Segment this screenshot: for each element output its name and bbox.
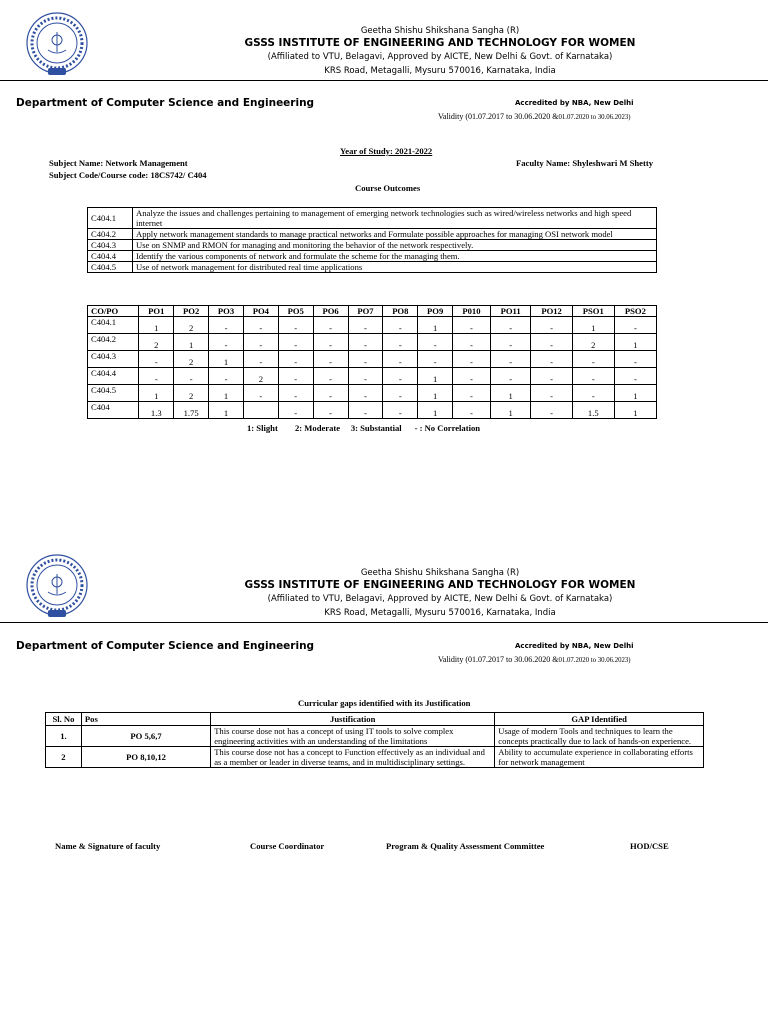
signature-faculty: Name & Signature of faculty	[55, 841, 161, 851]
mapping-value: -	[348, 368, 383, 385]
institute-logo	[22, 552, 92, 622]
mapping-value: -	[348, 385, 383, 402]
course-outcomes-title: Course Outcomes	[355, 183, 421, 193]
mapping-header-cell: PO5	[278, 306, 313, 317]
mapping-value: -	[174, 368, 209, 385]
mapping-co-label: C404	[88, 402, 139, 419]
gap-pos: PO 5,6,7	[81, 726, 210, 747]
mapping-header-cell: PSO1	[572, 306, 614, 317]
mapping-value: 1	[490, 402, 531, 419]
department-title: Department of Computer Science and Engineering	[16, 97, 315, 109]
mapping-value: 2	[572, 334, 614, 351]
outcome-code: C404.3	[88, 240, 133, 251]
mapping-value: -	[572, 368, 614, 385]
mapping-value: -	[278, 385, 313, 402]
gap-gap: Usage of modern Tools and techniques to learn the concepts practically due to lack of hands-on experience.	[495, 726, 704, 747]
mapping-co-label: C404.2	[88, 334, 139, 351]
header-divider	[0, 622, 768, 623]
institute-name: GSSS INSTITUTE OF ENGINEERING AND TECHNOLOGY FOR WOMEN	[244, 579, 636, 591]
gap-row	[46, 726, 704, 747]
signature-pqac: Program & Quality Assessment Committee	[386, 841, 545, 851]
mapping-value: -	[278, 317, 313, 334]
society-name: Geetha Shishu Shikshana Sangha (R)	[360, 26, 520, 36]
outcome-text: Use on SNMP and RMON for managing and monitoring the behavior of the network respectively.	[133, 240, 657, 251]
mapping-value: -	[278, 402, 313, 419]
mapping-value: -	[383, 317, 418, 334]
faculty-name: Faculty Name: Shyleshwari M Shetty	[516, 158, 654, 168]
mapping-header-cell: PO8	[383, 306, 418, 317]
mapping-header-cell: PO1	[139, 306, 174, 317]
outcome-code: C404.1	[88, 208, 133, 229]
mapping-row	[88, 334, 657, 351]
outcome-row	[88, 251, 657, 262]
mapping-value: -	[348, 334, 383, 351]
mapping-value: -	[278, 334, 313, 351]
address: KRS Road, Metagalli, Mysuru 570016, Karnataka, India	[324, 608, 556, 618]
affiliation: (Affiliated to VTU, Belagavi, Approved by AICTE, New Delhi & Govt. of Karnataka)	[267, 594, 613, 604]
mapping-header-cell: PO2	[174, 306, 209, 317]
outcome-row	[88, 262, 657, 273]
department-title: Department of Computer Science and Engineering	[16, 640, 315, 652]
mapping-value: 1	[490, 385, 531, 402]
mapping-header-cell: PO11	[490, 306, 531, 317]
mapping-header-cell: PO4	[243, 306, 278, 317]
mapping-value: -	[572, 385, 614, 402]
mapping-value: -	[278, 368, 313, 385]
outcome-code: C404.5	[88, 262, 133, 273]
mapping-value: -	[614, 351, 656, 368]
mapping-row	[88, 351, 657, 368]
correlation-legend: 1: Slight 2: Moderate 3: Substantial - : No Correlation	[247, 423, 481, 433]
mapping-row	[88, 385, 657, 402]
course-outcomes-table	[87, 207, 657, 273]
mapping-co-label: C404.5	[88, 385, 139, 402]
mapping-value: -	[383, 402, 418, 419]
mapping-value: -	[531, 334, 572, 351]
mapping-value: -	[278, 351, 313, 368]
mapping-value: -	[348, 351, 383, 368]
validity: Validity (01.07.2017 to 30.06.2020 &01.07.2020 to 30.06.2023)	[438, 655, 631, 664]
mapping-value: 2	[174, 351, 209, 368]
mapping-value: 1	[418, 317, 453, 334]
mapping-value: -	[348, 317, 383, 334]
year-of-study: Year of Study: 2021-2022	[340, 146, 433, 156]
mapping-value: -	[313, 317, 348, 334]
mapping-value: -	[209, 334, 244, 351]
gap-justification: This course dose not has a concept to Function effectively as an individual and as a member or leader in diverse teams, and in multidisciplinary settings.	[211, 747, 495, 768]
mapping-row	[88, 317, 657, 334]
mapping-value: 1.5	[572, 402, 614, 419]
mapping-value: -	[383, 385, 418, 402]
subject-name: Subject Name: Network Management	[49, 158, 188, 168]
address: KRS Road, Metagalli, Mysuru 570016, Karnataka, India	[324, 66, 556, 76]
curricular-gaps-table	[45, 712, 704, 768]
mapping-value: -	[139, 368, 174, 385]
mapping-value: -	[313, 334, 348, 351]
mapping-value: -	[313, 368, 348, 385]
gap-header-cell: Sl. No	[46, 713, 82, 726]
gap-sl: 2	[46, 747, 82, 768]
mapping-value: -	[418, 351, 453, 368]
gap-gap: Ability to accumulate experience in collaborating efforts for network management	[495, 747, 704, 768]
mapping-value: 1	[418, 368, 453, 385]
outcome-row	[88, 229, 657, 240]
mapping-value: 1.75	[174, 402, 209, 419]
mapping-value: -	[139, 351, 174, 368]
mapping-row	[88, 402, 657, 419]
gap-row	[46, 747, 704, 768]
mapping-co-label: C404.1	[88, 317, 139, 334]
gap-sl: 1.	[46, 726, 82, 747]
mapping-value: 1	[209, 402, 244, 419]
mapping-header-cell: PSO2	[614, 306, 656, 317]
institute-logo	[22, 10, 92, 80]
mapping-value: -	[453, 317, 491, 334]
mapping-value: -	[531, 385, 572, 402]
mapping-value: -	[490, 351, 531, 368]
outcome-text: Identify the various components of network and formulate the scheme for the managing them.	[133, 251, 657, 262]
mapping-value: -	[209, 317, 244, 334]
society-name: Geetha Shishu Shikshana Sangha (R)	[360, 568, 520, 578]
co-po-mapping-table	[87, 305, 657, 419]
mapping-co-label: C404.4	[88, 368, 139, 385]
mapping-value: -	[531, 351, 572, 368]
mapping-value: 2	[174, 317, 209, 334]
mapping-value: -	[531, 402, 572, 419]
mapping-value: -	[572, 351, 614, 368]
mapping-value: -	[490, 317, 531, 334]
mapping-value: -	[313, 385, 348, 402]
outcome-code: C404.4	[88, 251, 133, 262]
mapping-value: -	[313, 402, 348, 419]
mapping-value: -	[453, 402, 491, 419]
mapping-value: -	[313, 351, 348, 368]
mapping-value: -	[243, 317, 278, 334]
mapping-value: -	[614, 368, 656, 385]
mapping-header-cell: PO9	[418, 306, 453, 317]
outcome-text: Apply network management standards to manage practical networks and Formulate possible approaches for managing OSI network model	[133, 229, 657, 240]
signature-coordinator: Course Coordinator	[250, 841, 325, 851]
institute-name: GSSS INSTITUTE OF ENGINEERING AND TECHNOLOGY FOR WOMEN	[244, 37, 636, 49]
mapping-value: -	[383, 351, 418, 368]
outcome-row	[88, 240, 657, 251]
outcome-code: C404.2	[88, 229, 133, 240]
mapping-value: -	[243, 385, 278, 402]
gap-header-cell: GAP Identified	[495, 713, 704, 726]
mapping-value: -	[383, 368, 418, 385]
accreditation: Accredited by NBA, New Delhi	[515, 99, 634, 107]
mapping-value: -	[418, 334, 453, 351]
mapping-value: -	[383, 334, 418, 351]
mapping-value	[243, 402, 278, 419]
outcome-text: Use of network management for distributed real time applications	[133, 262, 657, 273]
mapping-row	[88, 368, 657, 385]
validity: Validity (01.07.2017 to 30.06.2020 &01.07.2020 to 30.06.2023)	[438, 112, 631, 121]
mapping-value: 1	[614, 334, 656, 351]
mapping-value: 1	[418, 385, 453, 402]
mapping-value: -	[243, 334, 278, 351]
mapping-value: 1	[139, 385, 174, 402]
mapping-value: 1	[209, 385, 244, 402]
mapping-co-label: C404.3	[88, 351, 139, 368]
mapping-value: -	[453, 334, 491, 351]
mapping-value: -	[453, 368, 491, 385]
mapping-value: -	[348, 402, 383, 419]
outcome-text: Analyze the issues and challenges pertaining to management of emerging network technologies such as wired/wireless networks and high speed internet	[133, 208, 657, 229]
subject-code: Subject Code/Course code: 18CS742/ C404	[49, 170, 207, 180]
mapping-value: -	[531, 368, 572, 385]
mapping-value: 1	[209, 351, 244, 368]
mapping-value: 1	[614, 385, 656, 402]
mapping-header-cell: CO/PO	[88, 306, 139, 317]
mapping-value: 1	[614, 402, 656, 419]
mapping-value: -	[453, 351, 491, 368]
outcome-row	[88, 208, 657, 229]
mapping-header-cell: P010	[453, 306, 491, 317]
mapping-header-cell: PO7	[348, 306, 383, 317]
mapping-value: 2	[139, 334, 174, 351]
header-divider	[0, 80, 768, 81]
mapping-value: -	[453, 385, 491, 402]
mapping-value: -	[490, 368, 531, 385]
accreditation: Accredited by NBA, New Delhi	[515, 642, 634, 650]
mapping-value: 1	[572, 317, 614, 334]
gap-header-cell: Justification	[211, 713, 495, 726]
signature-hod: HOD/CSE	[630, 841, 669, 851]
gap-justification: This course dose not has a concept of using IT tools to solve complex engineering activities with an understanding of the limitations	[211, 726, 495, 747]
mapping-value: 1	[139, 317, 174, 334]
mapping-value: 1	[174, 334, 209, 351]
affiliation: (Affiliated to VTU, Belagavi, Approved by AICTE, New Delhi & Govt. of Karnataka)	[267, 52, 613, 62]
gap-pos: PO 8,10,12	[81, 747, 210, 768]
mapping-header-cell: PO3	[209, 306, 244, 317]
mapping-value: -	[490, 334, 531, 351]
mapping-value: 1	[418, 402, 453, 419]
mapping-value: 2	[174, 385, 209, 402]
mapping-header-cell: PO6	[313, 306, 348, 317]
gap-header-cell: Pos	[81, 713, 210, 726]
mapping-value: -	[209, 368, 244, 385]
mapping-value: -	[531, 317, 572, 334]
mapping-header-cell: PO12	[531, 306, 572, 317]
mapping-value: 1.3	[139, 402, 174, 419]
mapping-value: 2	[243, 368, 278, 385]
mapping-value: -	[243, 351, 278, 368]
mapping-value: -	[614, 317, 656, 334]
curricular-gaps-title: Curricular gaps identified with its Justification	[298, 698, 471, 708]
